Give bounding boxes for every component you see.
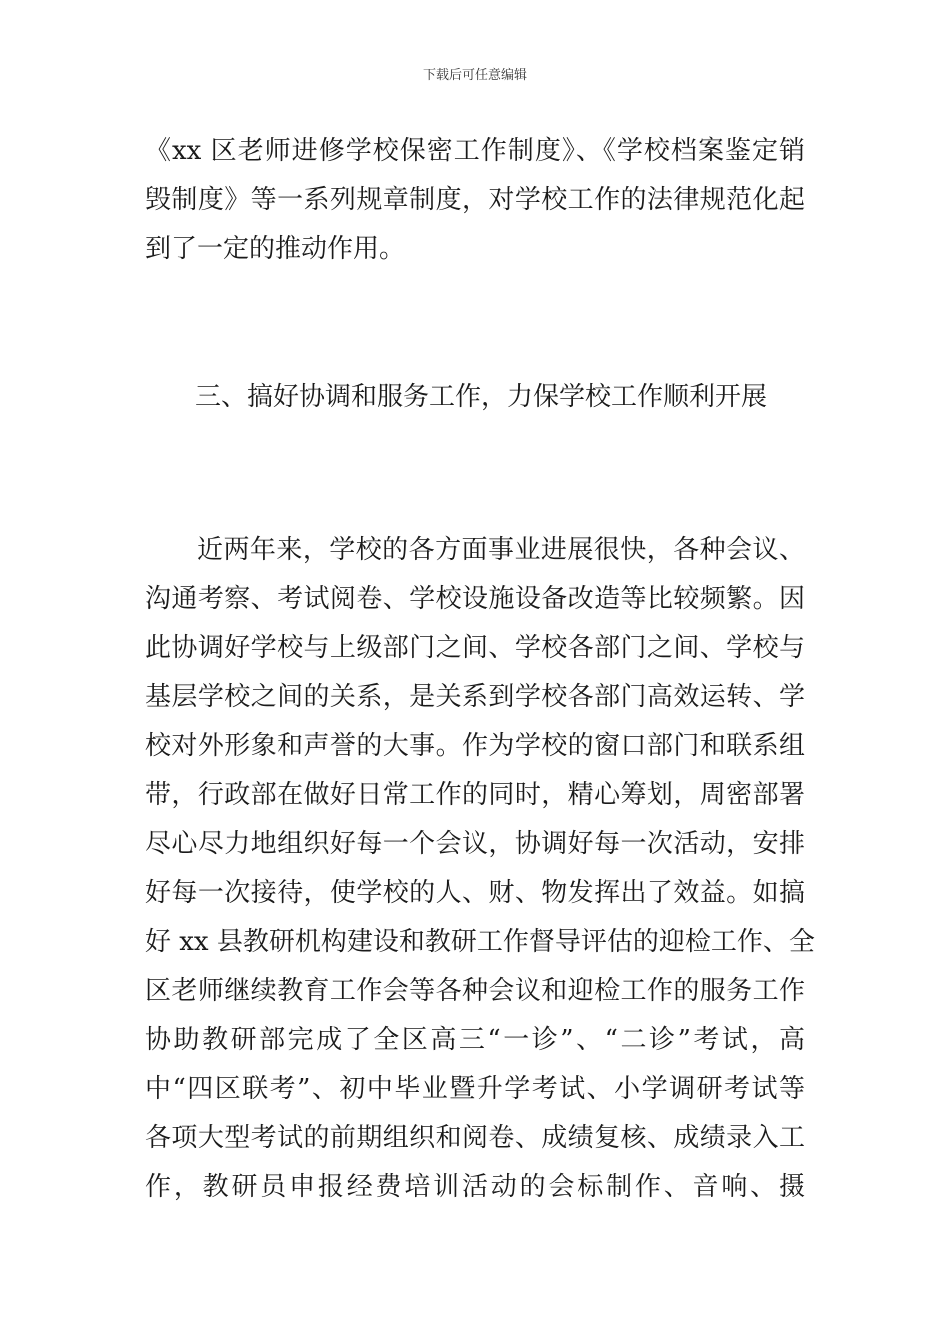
- paragraph-line: 好 xx 县教研机构建设和教研工作督导评估的迎检工作、全: [145, 927, 815, 957]
- paragraph-line: 区老师继续教育工作会等各种会议和迎检工作的服务工作: [145, 976, 805, 1006]
- section-heading: 三、搞好协调和服务工作，力保学校工作顺利开展: [195, 382, 768, 412]
- paragraph-line: 到了一定的推动作用。: [145, 234, 406, 264]
- paragraph-line: 作，教研员申报经费培训活动的会标制作、音响、摄: [145, 1172, 805, 1202]
- paragraph-line: 好每一次接待，使学校的人、财、物发挥出了效益。如搞: [145, 878, 805, 908]
- paragraph-line: 中“四区联考”、初中毕业暨升学考试、小学调研考试等: [145, 1074, 805, 1104]
- paragraph-line: 尽心尽力地组织好每一个会议，协调好每一次活动，安排: [145, 829, 805, 859]
- paragraph-line: 各项大型考试的前期组织和阅卷、成绩复核、成绩录入工: [145, 1123, 805, 1153]
- page-header: 下载后可任意编辑: [422, 68, 527, 83]
- paragraph-line: 协助教研部完成了全区高三“一诊”、“二诊”考试，高: [145, 1025, 805, 1055]
- paragraph-line: 毁制度》等一系列规章制度，对学校工作的法律规范化起: [145, 185, 805, 215]
- paragraph-line: 沟通考察、考试阅卷、学校设施设备改造等比较频繁。因: [145, 584, 805, 614]
- paragraph-line: 此协调好学校与上级部门之间、学校各部门之间、学校与: [145, 633, 805, 663]
- paragraph-line: 《xx 区老师进修学校保密工作制度》、《学校档案鉴定销: [145, 136, 805, 166]
- paragraph-line: 近两年来，学校的各方面事业进展很快，各种会议、: [197, 535, 805, 565]
- paragraph-line: 基层学校之间的关系，是关系到学校各部门高效运转、学: [145, 682, 805, 712]
- paragraph-line: 带，行政部在做好日常工作的同时，精心筹划，周密部署: [145, 780, 805, 810]
- paragraph-line: 校对外形象和声誉的大事。作为学校的窗口部门和联系组: [145, 731, 805, 761]
